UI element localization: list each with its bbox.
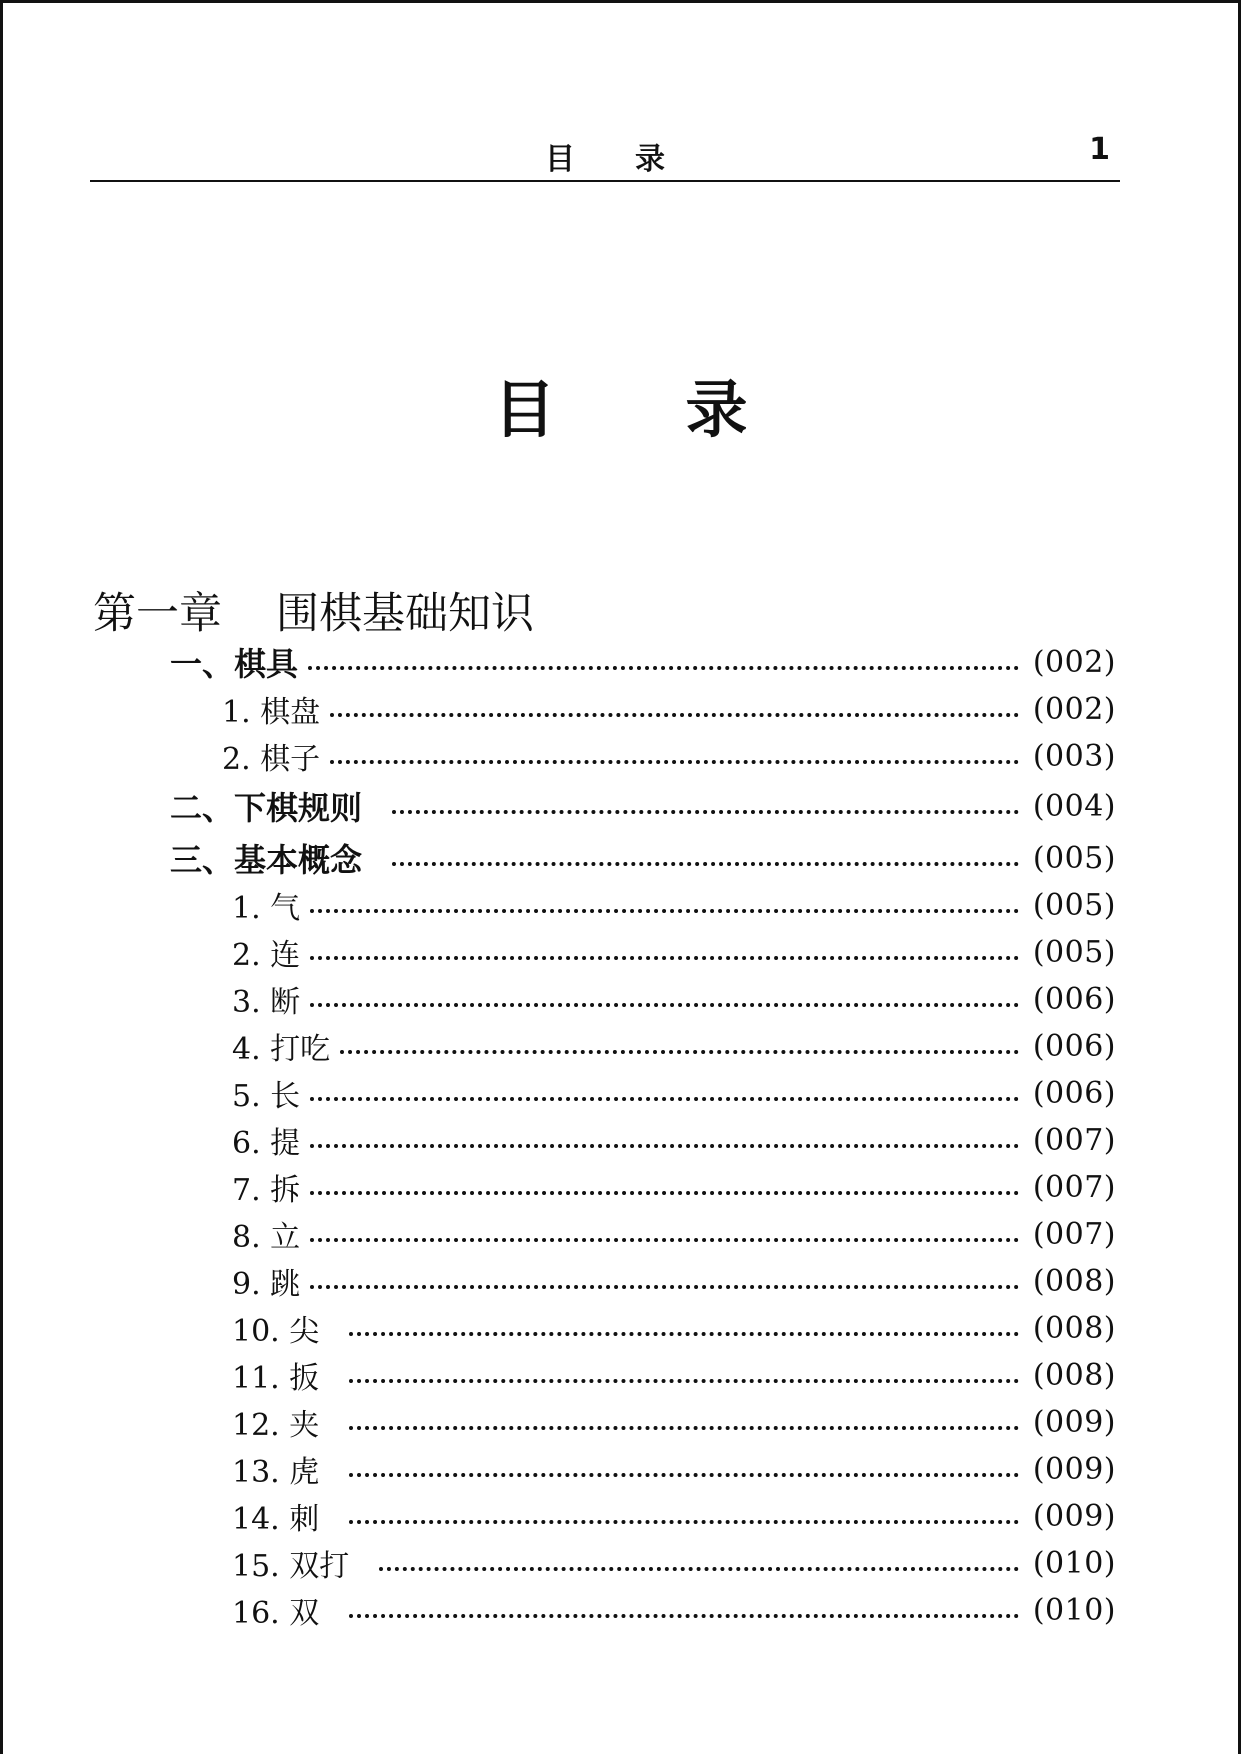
leader-dots [308, 666, 1019, 670]
toc-entry[interactable] [232, 883, 1116, 927]
page-number: 1 [1089, 132, 1110, 167]
leader-dots [330, 713, 1019, 717]
toc-entry[interactable] [232, 1494, 1116, 1538]
toc-entry-section[interactable] [170, 784, 1116, 828]
toc-entry[interactable] [232, 1447, 1116, 1491]
toc-entry-page: (006) [1032, 1075, 1116, 1111]
leader-dots [349, 1473, 1019, 1477]
toc-entry[interactable] [232, 1400, 1116, 1444]
toc-entry-label: 11. 扳 [232, 1361, 320, 1396]
toc-entry-section[interactable] [170, 836, 1116, 880]
toc-entry-page: (002) [1032, 691, 1116, 727]
toc-entry-label: 1. 气 [232, 891, 301, 926]
toc-entry-label: 二、下棋规则 [170, 789, 363, 827]
toc-entry[interactable] [232, 930, 1116, 974]
running-header [90, 128, 1120, 178]
toc-entry[interactable] [232, 1259, 1116, 1303]
toc-entry-label: 16. 双 [232, 1596, 320, 1631]
toc-entry[interactable] [232, 1541, 1116, 1585]
leader-dots [379, 1567, 1019, 1571]
toc-entry-page: (009) [1032, 1498, 1116, 1534]
toc-entry-page: (006) [1032, 981, 1116, 1017]
leader-dots [310, 1285, 1019, 1289]
leader-dots [310, 1144, 1019, 1148]
leader-dots [310, 956, 1019, 960]
toc-entry-page: (008) [1032, 1357, 1116, 1393]
page-title: 目录 [493, 373, 878, 446]
leader-dots [349, 1426, 1019, 1430]
toc-entry-label: 2. 连 [232, 938, 301, 973]
toc-entry-label: 15. 双打 [232, 1549, 350, 1584]
toc-entry-label: 8. 立 [232, 1220, 301, 1255]
toc-entry-label: 3. 断 [232, 985, 301, 1020]
toc-entry-label: 9. 跳 [232, 1267, 301, 1302]
toc-entry[interactable] [232, 1165, 1116, 1209]
running-title: 目录 [545, 142, 725, 177]
chapter-title: 围棋基础知识 [276, 589, 534, 639]
leader-dots [349, 1520, 1019, 1524]
chapter-heading [93, 580, 534, 641]
toc-entry[interactable] [232, 1212, 1116, 1256]
leader-dots [349, 1614, 1019, 1618]
page-border-top [0, 0, 1241, 3]
toc-entry[interactable] [232, 1024, 1116, 1068]
toc-entry[interactable] [232, 977, 1116, 1021]
toc-entry-page: (005) [1032, 934, 1116, 970]
toc-entry-page: (007) [1032, 1122, 1116, 1158]
toc-entry-label: 7. 拆 [232, 1173, 301, 1208]
toc-entry[interactable] [232, 1071, 1116, 1115]
toc-entry-page: (005) [1032, 887, 1116, 923]
toc-entry-label: 6. 提 [232, 1126, 301, 1161]
toc-entry-label: 12. 夹 [232, 1408, 320, 1443]
toc-entry[interactable] [232, 1588, 1116, 1632]
toc-entry[interactable] [222, 687, 1116, 731]
toc-entry-label: 4. 打吃 [232, 1032, 331, 1067]
leader-dots [392, 810, 1019, 814]
toc-entry[interactable] [222, 734, 1116, 778]
leader-dots [340, 1050, 1019, 1054]
toc-entry-page: (006) [1032, 1028, 1116, 1064]
toc-entry-page: (003) [1032, 738, 1116, 774]
toc-entry-page: (005) [1032, 840, 1116, 876]
toc-entry-section[interactable] [170, 640, 1116, 684]
toc-entry-page: (009) [1032, 1404, 1116, 1440]
leader-dots [330, 760, 1019, 764]
toc-entry-page: (007) [1032, 1216, 1116, 1252]
leader-dots [310, 1238, 1019, 1242]
toc-entry-page: (007) [1032, 1169, 1116, 1205]
toc-entry[interactable] [232, 1306, 1116, 1350]
leader-dots [349, 1379, 1019, 1383]
leader-dots [310, 1097, 1019, 1101]
toc-entry-label: 三、基本概念 [170, 841, 363, 879]
toc-entry-page: (008) [1032, 1263, 1116, 1299]
toc-entry-label: 13. 虎 [232, 1455, 320, 1490]
leader-dots [349, 1332, 1019, 1336]
toc-entry-page: (010) [1032, 1592, 1116, 1628]
toc-entry-page: (008) [1032, 1310, 1116, 1346]
toc-entry-label: 10. 尖 [232, 1314, 320, 1349]
page-border-left [0, 0, 3, 1754]
toc-entry-label: 5. 长 [232, 1079, 301, 1114]
toc-entry-label: 一、棋具 [170, 645, 299, 683]
leader-dots [392, 862, 1019, 866]
toc-entry-page: (004) [1032, 788, 1116, 824]
toc-entry-label: 14. 刺 [232, 1502, 320, 1537]
header-rule [90, 180, 1120, 182]
chapter-number: 第一章 [93, 589, 222, 639]
leader-dots [310, 1191, 1019, 1195]
toc-entry-page: (002) [1032, 644, 1116, 680]
toc-entry-page: (010) [1032, 1545, 1116, 1581]
toc-entry-label: 2. 棋子 [222, 742, 321, 777]
toc-entry-page: (009) [1032, 1451, 1116, 1487]
toc-entry[interactable] [232, 1353, 1116, 1397]
leader-dots [310, 909, 1019, 913]
leader-dots [310, 1003, 1019, 1007]
toc-entry[interactable] [232, 1118, 1116, 1162]
toc-entry-label: 1. 棋盘 [222, 695, 321, 730]
